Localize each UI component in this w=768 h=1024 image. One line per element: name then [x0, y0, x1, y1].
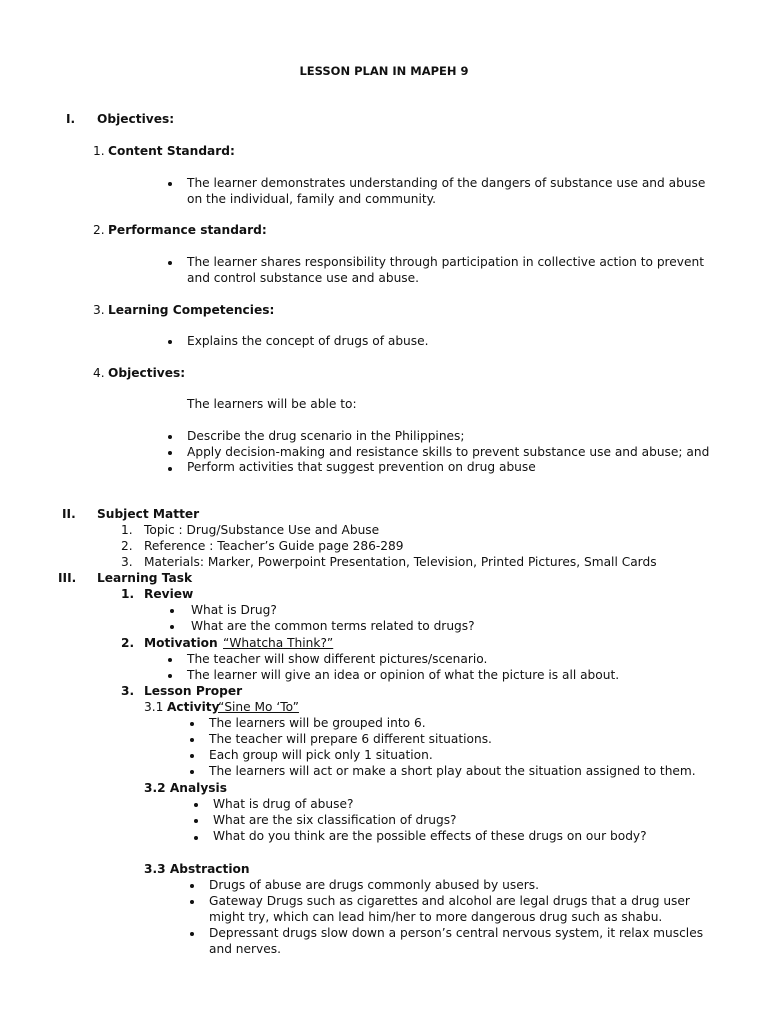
section-2-numeral: II.: [62, 507, 76, 521]
analysis-item: What do you think are the possible effects of these drugs on our body?: [213, 829, 647, 843]
activity-item: The teacher will prepare 6 different situations.: [209, 732, 492, 746]
activity-item: Each group will pick only 1 situation.: [209, 748, 433, 762]
bullet-icon: [190, 770, 194, 774]
analysis-item: What are the six classification of drugs?: [213, 813, 457, 827]
bullet-icon: [168, 435, 172, 439]
bullet-icon: [190, 932, 194, 936]
section-1-heading: Objectives:: [97, 112, 175, 126]
review-label: Review: [144, 587, 194, 601]
activity-label: Activity: [167, 700, 220, 714]
bullet-icon: [168, 658, 172, 662]
activity-title: “Sine Mo ‘To”: [218, 700, 299, 714]
lesson-proper-number: 3.: [121, 684, 135, 698]
bullet-icon: [190, 722, 194, 726]
subject-item-text: Materials: Marker, Powerpoint Presentation, Television, Printed Pictures, Small Cards: [144, 555, 657, 569]
subject-item-number: 1.: [121, 523, 133, 537]
bullet-icon: [194, 803, 198, 807]
subject-item-text: Reference : Teacher’s Guide page 286-289: [144, 539, 404, 553]
bullet-icon: [190, 738, 194, 742]
page-title: LESSON PLAN IN MAPEH 9: [299, 64, 469, 78]
content-standard-text-line1: The learner demonstrates understanding of the dangers of substance use and abuse: [187, 176, 706, 190]
section-3-heading: Learning Task: [97, 571, 193, 585]
performance-standard-text-line2: and control substance use and abuse.: [187, 271, 420, 285]
objective-item: Perform activities that suggest prevention on drug abuse: [187, 460, 536, 474]
section-1-numeral: I.: [66, 112, 76, 126]
objective-item: Describe the drug scenario in the Philippines;: [187, 429, 465, 443]
analysis-item: What is drug of abuse?: [213, 797, 354, 811]
bullet-icon: [168, 182, 172, 186]
bullet-icon: [168, 451, 172, 455]
abstraction-item-line2: and nerves.: [209, 942, 281, 956]
bullet-icon: [190, 900, 194, 904]
objectives-label: Objectives:: [108, 366, 186, 380]
motivation-label: Motivation: [144, 636, 218, 650]
abstraction-label: 3.3 Abstraction: [144, 862, 250, 876]
motivation-item: The learner will give an idea or opinion of what the picture is all about.: [187, 668, 620, 682]
subject-item-number: 2.: [121, 539, 133, 553]
bullet-icon: [170, 625, 174, 629]
objectives-number: 4.: [93, 366, 105, 380]
learning-competencies-text: Explains the concept of drugs of abuse.: [187, 334, 429, 348]
objective-item: Apply decision-making and resistance skills to prevent substance use and abuse; and: [187, 445, 710, 459]
motivation-number: 2.: [121, 636, 135, 650]
section-3-numeral: III.: [58, 571, 77, 585]
bullet-icon: [194, 836, 198, 840]
activity-number: 3.1: [144, 700, 164, 714]
abstraction-item: Drugs of abuse are drugs commonly abused by users.: [209, 878, 539, 892]
bullet-icon: [190, 884, 194, 888]
review-item: What are the common terms related to drugs?: [191, 619, 475, 633]
review-item: What is Drug?: [191, 603, 277, 617]
motivation-title: “Whatcha Think?”: [223, 636, 334, 650]
performance-standard-text-line1: The learner shares responsibility through participation in collective action to prevent: [187, 255, 705, 269]
abstraction-item-line1: Depressant drugs slow down a person’s central nervous system, it relax muscles: [209, 926, 704, 940]
motivation-item: The teacher will show different pictures/scenario.: [187, 652, 488, 666]
abstraction-item-line2: might try, which can lead him/her to more dangerous drug such as shabu.: [209, 910, 663, 924]
content-standard-label: Content Standard:: [108, 144, 235, 158]
activity-item: The learners will be grouped into 6.: [209, 716, 426, 730]
objectives-intro: The learners will be able to:: [187, 397, 357, 411]
bullet-icon: [168, 261, 172, 265]
learning-competencies-label: Learning Competencies:: [108, 303, 275, 317]
performance-standard-number: 2.: [93, 223, 105, 237]
review-number: 1.: [121, 587, 135, 601]
lesson-proper-label: Lesson Proper: [144, 684, 243, 698]
learning-competencies-number: 3.: [93, 303, 105, 317]
subject-item-text: Topic : Drug/Substance Use and Abuse: [144, 523, 380, 537]
bullet-icon: [168, 340, 172, 344]
subject-item-number: 3.: [121, 555, 133, 569]
content-standard-number: 1.: [93, 144, 105, 158]
section-2-heading: Subject Matter: [97, 507, 200, 521]
analysis-label: 3.2 Analysis: [144, 781, 227, 795]
performance-standard-label: Performance standard:: [108, 223, 267, 237]
bullet-icon: [168, 674, 172, 678]
bullet-icon: [170, 609, 174, 613]
bullet-icon: [194, 819, 198, 823]
activity-item: The learners will act or make a short play about the situation assigned to them.: [209, 764, 696, 778]
content-standard-text-line2: on the individual, family and community.: [187, 192, 436, 206]
bullet-icon: [168, 467, 172, 471]
abstraction-item-line1: Gateway Drugs such as cigarettes and alcohol are legal drugs that a drug user: [209, 894, 690, 908]
bullet-icon: [190, 754, 194, 758]
